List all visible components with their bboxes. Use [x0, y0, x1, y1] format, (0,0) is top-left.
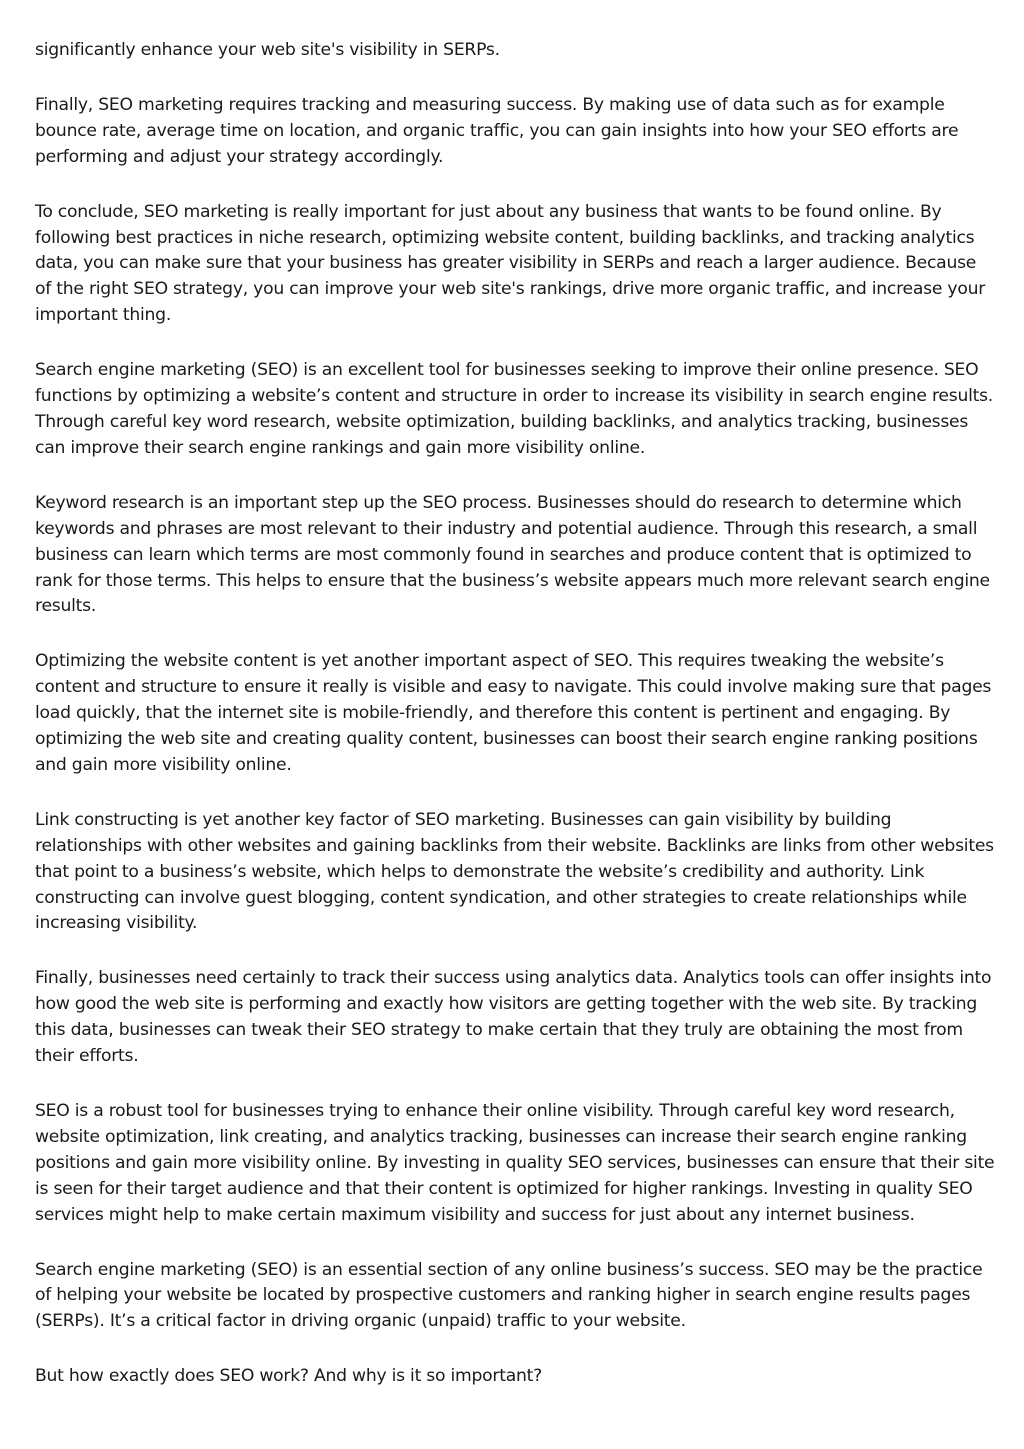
document-body [35, 38, 995, 1419]
paragraph: Optimizing the website content is yet another important aspect of SEO. This requires tweaking the website’s content and structure to ensure it really is visible and easy to navigate. This could involve making sure that pages load quickly, that the internet site is mobile-friendly, and therefore this content is pertinent and engaging. By optimizing the web site and creating quality content, businesses can boost their search engine ranking positions and gain more visibility online. [35, 651, 992, 775]
paragraph: Finally, SEO marketing requires tracking and measuring success. By making use of data such as for example bounce rate, average time on location, and organic traffic, you can gain insights into how your SEO efforts are performing and adjust your strategy accordingly. [35, 94, 959, 167]
paragraph: SEO is a robust tool for businesses trying to enhance their online visibility. Through careful key word research, website optimization, link creating, and analytics tracking, businesses can increase their search engine ranking positions and gain more visibility online. By investing in quality SEO services, businesses can ensure that their site is seen for their target audience and that their content is optimized for higher rankings. Investing in quality SEO services might help to make certain maximum visibility and success for just about any internet business. [35, 1101, 995, 1225]
paragraph: Link constructing is yet another key factor of SEO marketing. Businesses can gain visibility by building relationships with other websites and gaining backlinks from their website. Backlinks are links from other websites that point to a business’s website, which helps to demonstrate the website’s credibility and authority. Link constructing can involve guest blogging, content syndication, and other strategies to create relationships while increasing visibility. [35, 809, 994, 934]
paragraph: Search engine marketing (SEO) is an excellent tool for businesses seeking to improve their online presence. SEO functions by optimizing a website’s content and structure in order to increase its visibility in search engine results. Through careful key word research, website optimization, building backlinks, and analytics tracking, businesses can improve their search engine rankings and gain more visibility online. [35, 360, 994, 458]
paragraph: To conclude, SEO marketing is really important for just about any business that wants to be found online. By following best practices in niche research, optimizing website content, building backlinks, and tracking analytics data, you can make sure that your business has greater visibility in SERPs and reach a larger audience. Because of the right SEO strategy, you can improve your web site's rankings, drive more organic traffic, and increase your important thing. [35, 201, 986, 326]
paragraph: Finally, businesses need certainly to track their success using analytics data. Analytics tools can offer insights into how good the web site is performing and exactly how visitors are getting together with the web site. By tracking this data, businesses can tweak their SEO strategy to make certain that they truly are obtaining the most from their efforts. [35, 968, 992, 1067]
paragraph: But how exactly does SEO work? And why is it so important? [35, 1366, 542, 1387]
paragraph: Search engine marketing (SEO) is an essential section of any online business’s success. SEO may be the practice of helping your website be located by prospective customers and ranking higher in search engine results pages (SERPs). It’s a critical factor in driving organic (unpaid) traffic to your website. [35, 1259, 983, 1332]
paragraph: Keyword research is an important step up the SEO process. Businesses should do research to determine which keywords and phrases are most relevant to their industry and potential audience. Through this research, a small business can learn which terms are most commonly found in searches and produce content that is optimized to rank for those terms. This helps to ensure that the business’s website appears much more relevant search engine results. [35, 492, 990, 617]
paragraph: significantly enhance your web site's visibility in SERPs. [35, 40, 500, 60]
